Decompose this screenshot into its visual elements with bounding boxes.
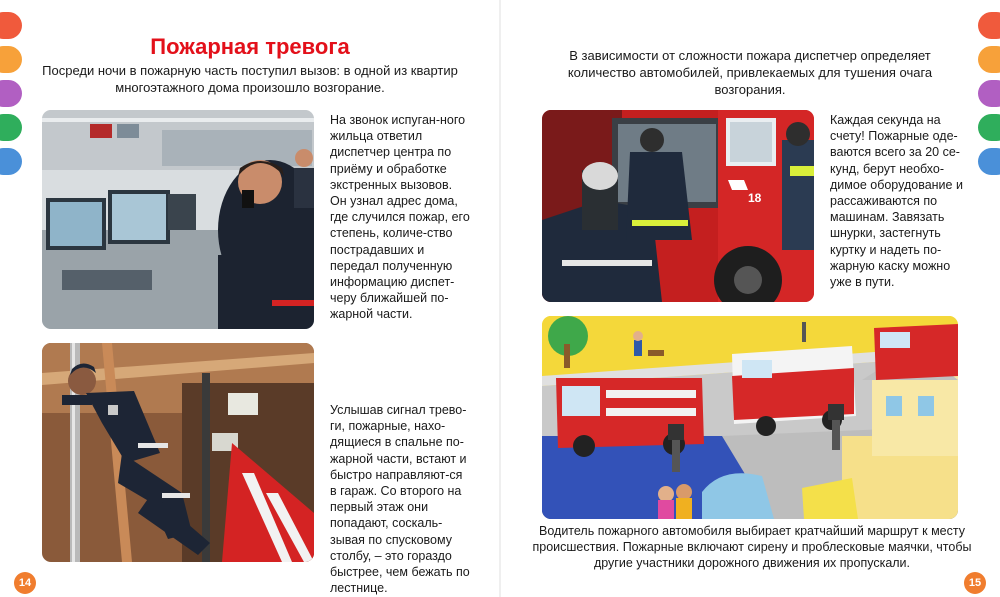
intro-text: В зависимости от сложности пожара диспетчер определяет количество автомобилей, привлекаемых для тушения очага возгорания. (567, 48, 933, 97)
intro-text: Посреди ночи в пожарную часть поступил вызов: в одной из квартир многоэтажного дома произошло возгорание. (42, 63, 458, 95)
tab-green[interactable] (0, 114, 22, 141)
page-title: Пожарная тревога (150, 34, 350, 59)
page-number-right: 15 (964, 572, 986, 594)
tab-purple[interactable] (978, 80, 1000, 107)
tab-red[interactable] (978, 12, 1000, 39)
tab-red[interactable] (0, 12, 22, 39)
fire-pole-photo (42, 343, 314, 562)
tab-purple[interactable] (0, 80, 22, 107)
dressing-text: Каждая секунда на счету! Пожарные оде-ваются всего за 20 се-кунд, берут необхо-димое оборудование и рассаживаются по машинам. Завязать шнурки, застегнуть куртку и надеть по-жарную каску можно уже в пути. (830, 113, 963, 290)
right-page (500, 0, 1000, 597)
page-number-left: 14 (14, 572, 36, 594)
fire-pole-text: Услышав сигнал трево-ги, пожарные, нахо-дящиеся в спальне по-жарной части, встают и быстро направляют-ся в гараж. Со второго на первый этаж они попадают, соскаль-зывая по спусковому столбу, – это гораздо быстрее, чем бежать по лестнице. (330, 403, 470, 596)
dispatcher-text: На звонок испуган-ного жильца ответил диспетчер центра по приёму и обработке экстренных вызовов. Он узнал адрес дома, где случился пожар, его степень, количе-ство пострадавших и передал полученную информацию диспет-черу ближайшей по-жарной части. (330, 113, 470, 322)
dispatcher-photo (42, 110, 314, 329)
tab-green[interactable] (978, 114, 1000, 141)
city-illustration (542, 316, 958, 519)
tab-blue[interactable] (0, 148, 22, 175)
truck-door-number: 18 (748, 191, 762, 205)
route-caption: Водитель пожарного автомобиля выбирает кратчайший маршрут к месту происшествия. Пожарные включают сирену и проблесковые маячки, чтобы другие участники дорожного движения их пропускали. (532, 524, 972, 571)
tab-orange[interactable] (0, 46, 22, 73)
tab-orange[interactable] (978, 46, 1000, 73)
section-tabs-left (0, 12, 22, 182)
fire-truck-photo (542, 110, 814, 302)
tab-blue[interactable] (978, 148, 1000, 175)
section-tabs-right (978, 12, 1000, 182)
